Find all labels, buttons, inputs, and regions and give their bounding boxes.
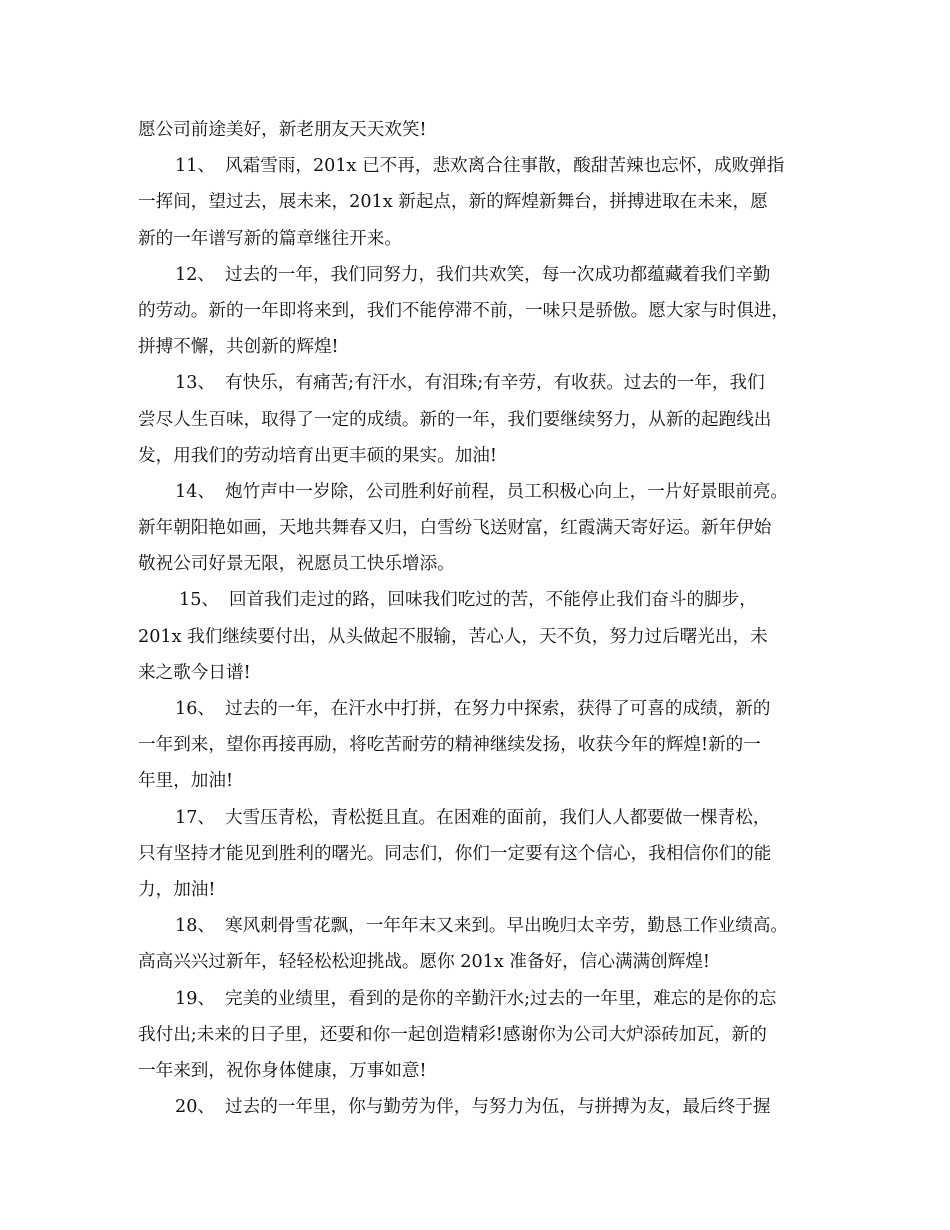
item-number: 16、 xyxy=(175,699,215,719)
paragraph-first-line xyxy=(138,148,828,184)
text-line: 一年来到，祝你身体健康，万事如意! xyxy=(138,1060,427,1081)
text-line: 力，加油! xyxy=(138,879,216,900)
paragraph-first-line xyxy=(138,1089,828,1125)
text-line: 风霜雪雨，201x 已不再，悲欢离合往事散，酸甜苦辣也忘怀，成败弹指 xyxy=(225,156,785,177)
text-line: 过去的一年，在汗水中打拼，在努力中探索，获得了可喜的成绩，新的 xyxy=(225,699,771,719)
text-line: 的劳动。新的一年即将来到，我们不能停滞不前，一味只是骄傲。愿大家与时俱进， xyxy=(138,300,789,321)
text-line: 敬祝公司好景无限，祝愿员工快乐增添。 xyxy=(138,554,455,575)
paragraph-first-line xyxy=(138,582,828,618)
item-number: 20、 xyxy=(175,1097,215,1118)
text-line: 过去的一年，我们同努力，我们共欢笑，每一次成功都蕴藏着我们辛勤 xyxy=(225,264,771,285)
text-line: 来之歌今日谱! xyxy=(138,662,251,683)
paragraph-first-line xyxy=(138,474,828,510)
document-body xyxy=(138,112,828,1125)
item-number: 12、 xyxy=(175,264,215,285)
text-line: 炮竹声中一岁除，公司胜利好前程，员工积极心向上，一片好景眼前亮。 xyxy=(225,481,789,502)
text-line: 尝尽人生百味，取得了一定的成绩。新的一年，我们要继续努力，从新的起跑线出 xyxy=(138,409,772,430)
paragraph-first-line xyxy=(138,800,828,836)
text-line: 拼搏不懈，共创新的辉煌! xyxy=(138,337,339,358)
item-number: 19、 xyxy=(175,988,215,1009)
paragraph-first-line xyxy=(138,908,828,944)
text-line: 一挥间，望过去，展未来，201x 新起点，新的辉煌新舞台，拼搏进取在未来，愿 xyxy=(138,192,768,213)
item-number: 15、 xyxy=(179,590,219,611)
paragraph-first-line xyxy=(138,257,828,293)
text-line: 回首我们走过的路，回味我们吃过的苦，不能停止我们奋斗的脚步， xyxy=(229,590,757,611)
text-line: 寒风刺骨雪花飘，一年年末又来到。早出晚归太辛劳，勤恳工作业绩高。 xyxy=(225,916,789,937)
text-line: 大雪压青松，青松挺且直。在困难的面前，我们人人都要做一棵青松， xyxy=(225,807,771,828)
text-line: 发，用我们的劳动培育出更丰硕的果实。加油! xyxy=(138,445,497,466)
item-number: 18、 xyxy=(175,916,215,937)
item-number: 13、 xyxy=(175,373,215,394)
item-number: 11、 xyxy=(175,156,215,177)
paragraph-first-line xyxy=(138,981,828,1017)
text-line: 愿公司前途美好，新老朋友天天欢笑! xyxy=(138,120,427,140)
text-line: 有快乐，有痛苦;有汗水，有泪珠;有辛劳，有收获。过去的一年，我们 xyxy=(225,373,765,394)
item-number: 14、 xyxy=(175,481,215,502)
text-line: 新的一年谱写新的篇章继往开来。 xyxy=(138,228,402,249)
text-line: 年里，加油! xyxy=(138,771,234,792)
text-line: 完美的业绩里，看到的是你的辛勤汗水;过去的一年里，难忘的是你的忘 xyxy=(225,988,777,1009)
text-line: 我付出;未来的日子里，还要和你一起创造精彩!感谢你为公司大炉添砖加瓦，新的 xyxy=(138,1024,767,1045)
item-number: 17、 xyxy=(175,807,215,828)
paragraph-first-line xyxy=(138,365,828,401)
text-line: 高高兴兴过新年，轻轻松松迎挑战。愿你 201x 准备好，信心满满创辉煌! xyxy=(138,952,710,973)
text-line: 过去的一年里，你与勤劳为伴，与努力为伍，与拼搏为友，最后终于握 xyxy=(225,1097,771,1118)
paragraph-first-line xyxy=(138,691,828,727)
text-line: 只有坚持才能见到胜利的曙光。同志们，你们一定要有这个信心，我相信你们的能 xyxy=(138,843,772,864)
text-line: 新年朝阳艳如画，天地共舞春又归，白雪纷飞送财富，红霞满天寄好运。新年伊始 xyxy=(138,518,772,539)
text-line: 一年到来，望你再接再励，将吃苦耐劳的精神继续发扬，收获今年的辉煌!新的一 xyxy=(138,735,761,756)
text-line: 201x 我们继续要付出，从头做起不服输，苦心人，天不负，努力过后曙光出，未 xyxy=(138,626,768,647)
